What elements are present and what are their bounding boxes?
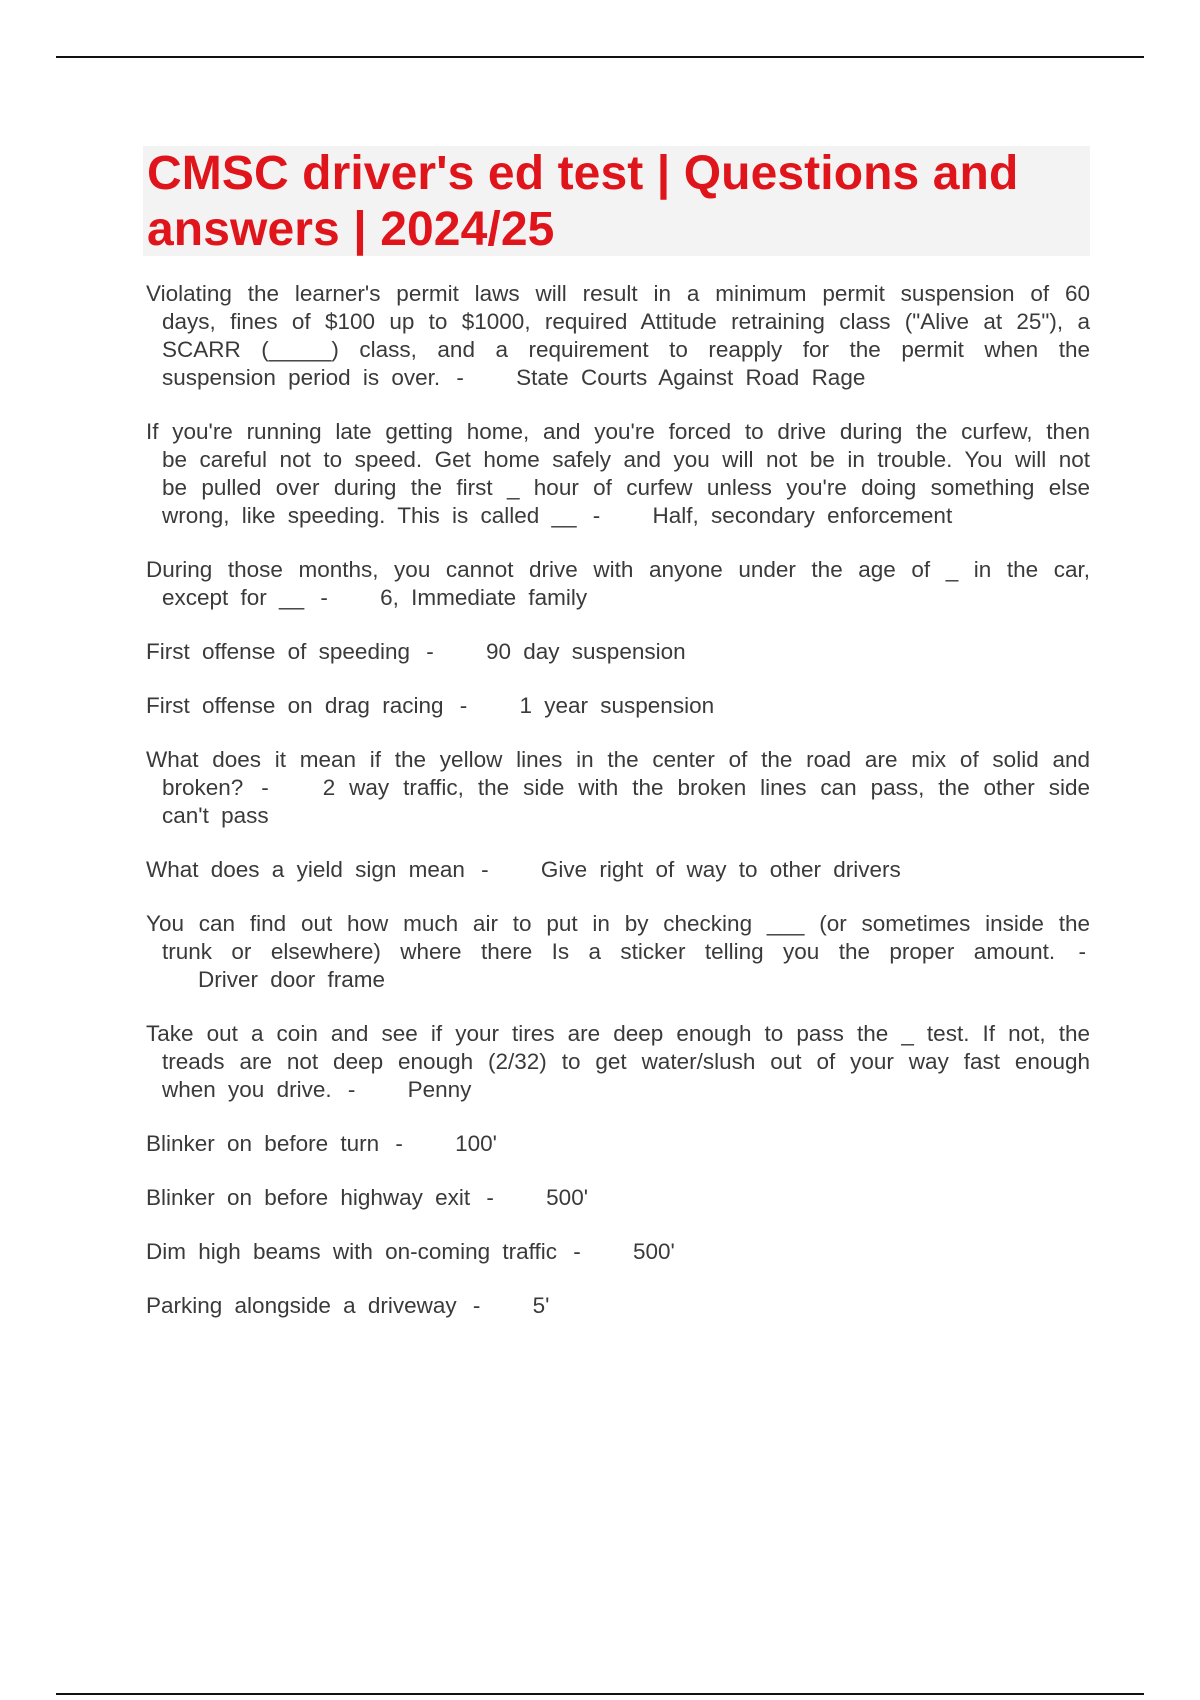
qa-item: [146, 910, 1090, 994]
qa-separator: -: [308, 585, 341, 610]
qa-item: [146, 1238, 1090, 1266]
answer-text: Driver door frame: [198, 967, 386, 992]
qa-separator: -: [444, 365, 477, 390]
question-text: First offense on drag racing: [146, 693, 444, 718]
qa-item: [146, 638, 1090, 666]
qa-item: [146, 556, 1090, 612]
qa-item: [146, 856, 1090, 884]
qa-item: [146, 692, 1090, 720]
answer-text: Half, secondary enforcement: [652, 503, 953, 528]
footer-rule: [56, 1693, 1144, 1695]
question-text: Parking alongside a driveway: [146, 1293, 457, 1318]
title-banner: [143, 146, 1090, 256]
answer-text: 500': [546, 1185, 589, 1210]
question-text: What does it mean if the yellow lines in the center of the road are mix of solid and broken?: [146, 747, 1090, 800]
answer-text: 2 way traffic, the side with the broken lines can pass, the other side can't pass: [162, 775, 1091, 828]
answer-text: 500': [632, 1239, 675, 1264]
answer-text: 1 year suspension: [519, 693, 715, 718]
qa-separator: -: [560, 1239, 593, 1264]
qa-separator: -: [447, 693, 480, 718]
qa-separator: -: [474, 1185, 507, 1210]
qa-item: [146, 1292, 1090, 1320]
question-text: What does a yield sign mean: [146, 857, 465, 882]
qa-separator: -: [460, 1293, 493, 1318]
qa-item: [146, 1184, 1090, 1212]
answer-text: State Courts Against Road Rage: [516, 365, 866, 390]
qa-separator: -: [1059, 939, 1086, 964]
qa-separator: -: [383, 1131, 416, 1156]
question-text: You can find out how much air to put in by checking ___ (or sometimes inside the trunk or elsewhere) where there Is a sticker telling you the proper amount.: [146, 911, 1090, 964]
document-title: CMSC driver's ed test | Questions and answers | 2024/25: [147, 147, 1019, 256]
question-text: Blinker on before highway exit: [146, 1185, 471, 1210]
answer-text: 90 day suspension: [485, 639, 686, 664]
header-rule: [56, 56, 1144, 58]
question-text: Dim high beams with on-coming traffic: [146, 1239, 557, 1264]
qa-item: [146, 280, 1090, 392]
question-text: If you're running late getting home, and you're forced to drive during the curfew, then be careful not to speed. Get home safely and you will not be in trouble. You will not be pulled over during the first _ hour of curfew unless you're doing something else wrong, like speeding. This is called __: [146, 419, 1090, 528]
answer-text: 100': [455, 1131, 497, 1156]
qa-item: [146, 418, 1090, 530]
qa-separator: -: [413, 639, 446, 664]
question-text: Take out a coin and see if your tires are deep enough to pass the _ test. If not, the treads are not deep enough (2/32) to get water/slush out of your way fast enough when you drive.: [146, 1021, 1090, 1102]
qa-separator: -: [580, 503, 613, 528]
qa-separator: -: [468, 857, 501, 882]
answer-text: Give right of way to other drivers: [540, 857, 901, 882]
qa-item: [146, 1130, 1090, 1158]
qa-separator: -: [247, 775, 283, 800]
answer-text: Penny: [407, 1077, 472, 1102]
qa-item: [146, 746, 1090, 830]
question-text: Violating the learner's permit laws will result in a minimum permit suspension of 60 days, fines of $100 up to $1000, required Attitude retraining class ("Alive at 25"), a SCARR (_____) class, and a requirement to reapply for the permit when the suspension period is over.: [146, 281, 1090, 390]
qa-item: [146, 1020, 1090, 1104]
answer-text: 6, Immediate family: [380, 585, 588, 610]
question-text: During those months, you cannot drive with anyone under the age of _ in the car, except for __: [146, 557, 1090, 610]
question-text: Blinker on before turn: [146, 1131, 380, 1156]
answer-text: 5': [532, 1293, 550, 1318]
question-text: First offense of speeding: [146, 639, 410, 664]
qa-list: [146, 280, 1090, 1346]
qa-separator: -: [335, 1077, 368, 1102]
